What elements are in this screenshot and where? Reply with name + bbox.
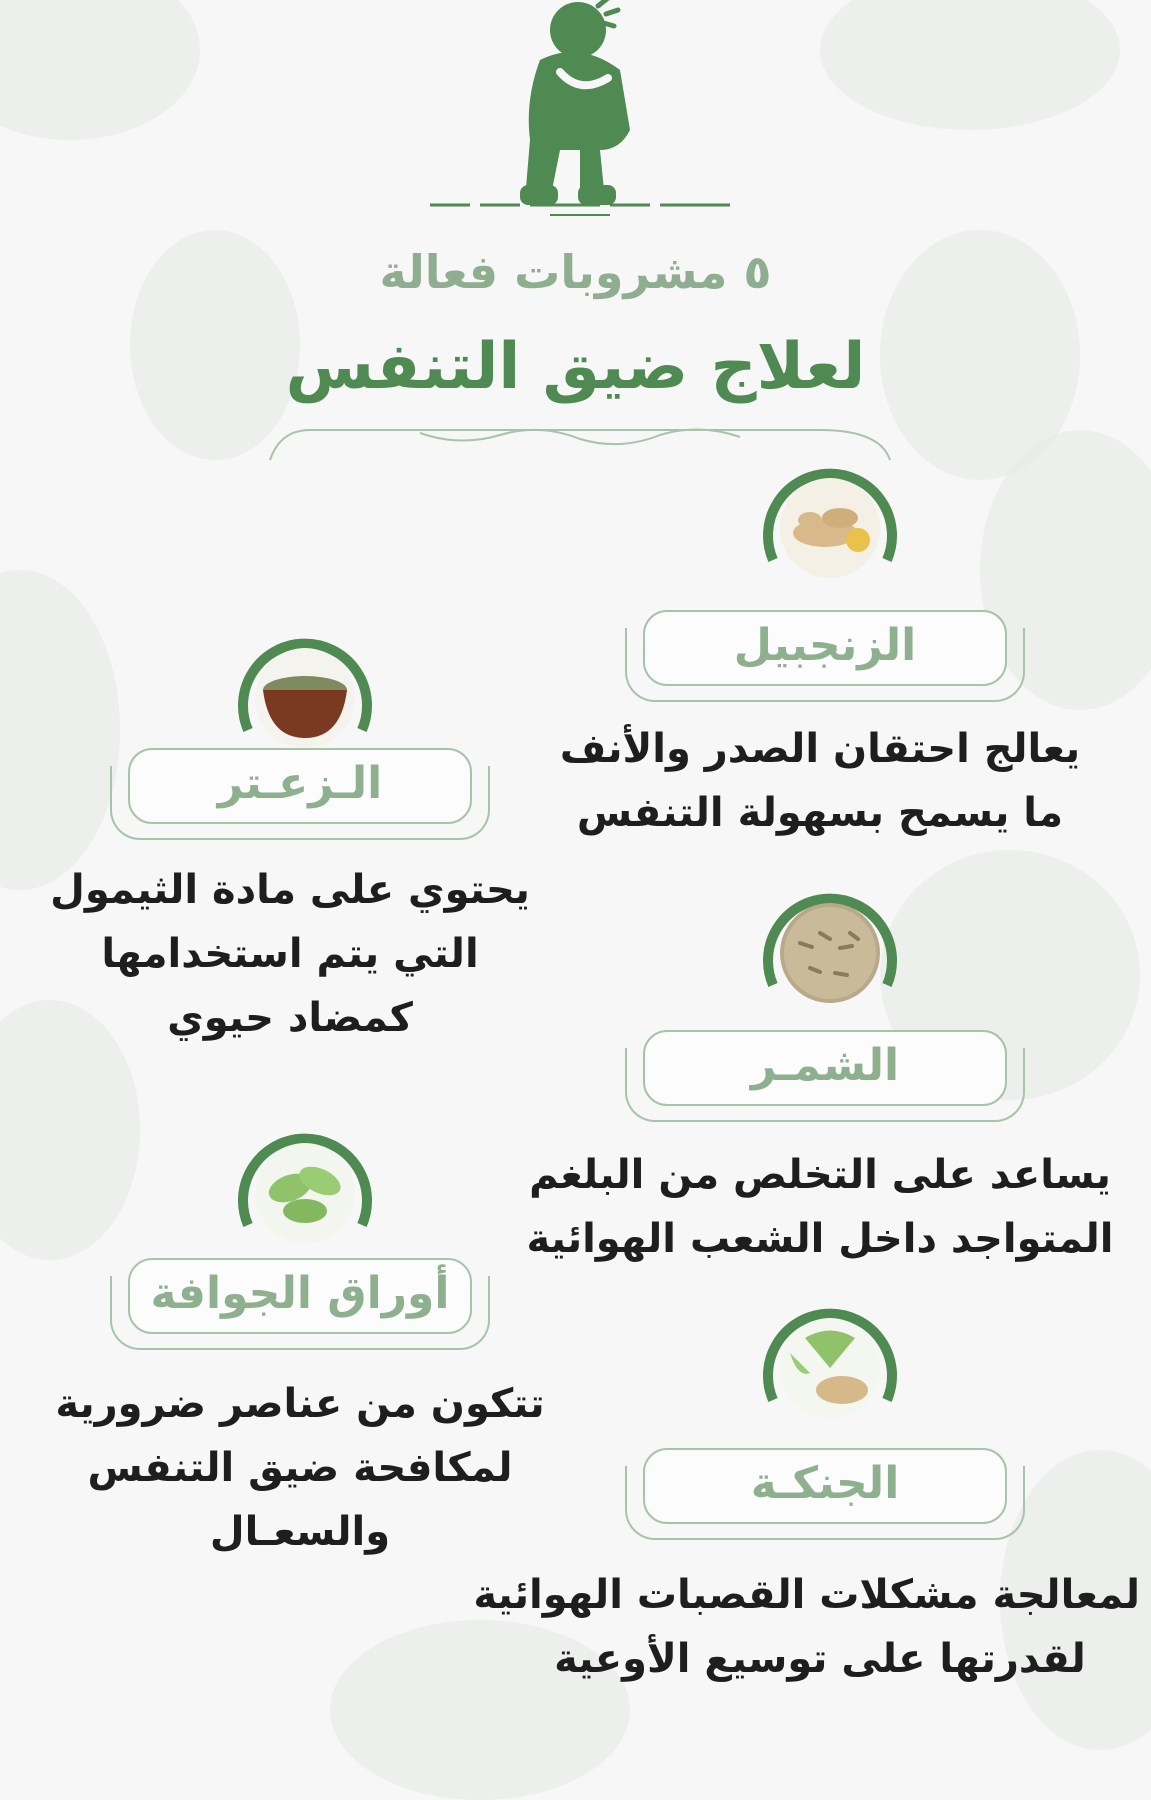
desc-line: والسعـال (209, 1509, 391, 1555)
desc-line: لمعالجة مشكلات القصبات الهوائية (473, 1572, 1140, 1618)
guava-leaves-label-text: أوراق الجوافة (150, 1268, 450, 1319)
desc-line: لمكافحة ضيق التنفس (87, 1445, 513, 1491)
fennel-icon (755, 875, 905, 1025)
desc-line: يعالج احتقان الصدر والأنف (559, 726, 1081, 772)
background-blob (820, 0, 1120, 130)
ginger-description (540, 717, 1100, 845)
breathless-person-icon (430, 0, 730, 220)
fennel-label-text: الشمـر (750, 1040, 900, 1091)
desc-line: يحتوي على مادة الثيمول (50, 867, 530, 913)
ginger-label-text: الزنجبيل (733, 620, 917, 671)
desc-line: لقدرتها على توسيع الأوعية (554, 1636, 1086, 1682)
desc-line: كمضاد حيوي (167, 995, 413, 1041)
background-blob (0, 570, 120, 890)
ginger-label (625, 610, 1025, 700)
ginkgo-icon (755, 1290, 905, 1440)
background-blob (0, 0, 200, 140)
desc-line: تتكون من عناصر ضرورية (55, 1381, 545, 1427)
fennel-description (520, 1143, 1120, 1271)
guava-leaves-description (40, 1372, 560, 1564)
ginger-icon (755, 450, 905, 600)
fennel-label (625, 1030, 1025, 1120)
ginkgo-label (625, 1448, 1025, 1538)
page-title: لعلاج ضيق التنفس (285, 330, 866, 404)
desc-line: ما يسمح بسهولة التنفس (576, 790, 1064, 836)
desc-line: التي يتم استخدامها (101, 931, 479, 977)
thyme-label-text: الـزعـتر (217, 758, 383, 809)
thyme-label (110, 748, 490, 838)
thyme-description (40, 858, 540, 1050)
guava-leaves-icon (230, 1115, 380, 1265)
title-line1: ٥ مشروبات فعالة (379, 245, 772, 299)
desc-line: المتواجد داخل الشعب الهوائية (526, 1216, 1114, 1262)
ginkgo-label-text: الجنكـة (750, 1458, 900, 1509)
guava-leaves-label (110, 1258, 490, 1348)
desc-line: يساعد على التخلص من البلغم (529, 1152, 1111, 1198)
ginkgo-description (473, 1563, 1140, 1691)
